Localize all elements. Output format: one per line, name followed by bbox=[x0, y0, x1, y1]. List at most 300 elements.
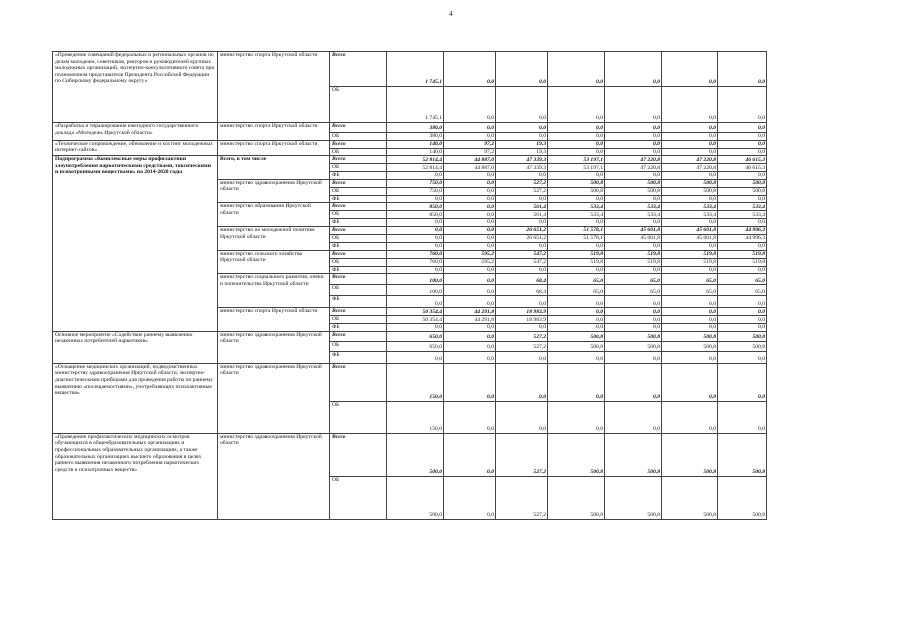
amount-cell: 0,0 bbox=[496, 324, 548, 332]
amount-cell: 0,0 bbox=[718, 133, 767, 141]
amount-cell: 519,8 bbox=[718, 250, 767, 258]
amount-cell: 0,0 bbox=[718, 87, 767, 123]
amount-cell: 0,0 bbox=[387, 226, 444, 234]
amount-cell: 1 745,1 bbox=[387, 52, 444, 87]
amount-cell: 45 601,8 bbox=[605, 226, 662, 234]
amount-cell: 0,0 bbox=[548, 242, 605, 250]
budget-table bbox=[52, 51, 767, 520]
amount-cell: 0,0 bbox=[548, 308, 605, 316]
amount-cell: 0,0 bbox=[496, 87, 548, 123]
amount-cell: 97,2 bbox=[444, 140, 496, 148]
amount-cell: 533,4 bbox=[718, 203, 767, 211]
amount-cell: 519,8 bbox=[548, 250, 605, 258]
amount-cell: 0,0 bbox=[605, 52, 662, 87]
amount-cell: 0,0 bbox=[662, 123, 718, 133]
amount-cell: 46 615,3 bbox=[718, 164, 767, 172]
amount-cell: 0,0 bbox=[605, 308, 662, 316]
amount-cell: 0,0 bbox=[387, 195, 444, 203]
event-name: «Проведение профилактических медицинских осмотров обучающихся в общеобразовательных организациях и профессиональных образовательных организациях, а также образовательных организациях высшего образования в целях раннего выявления незаконного потребления наркотических средств и психотропных веществ» bbox=[53, 433, 218, 519]
amount-cell: 527,2 bbox=[496, 179, 548, 187]
amount-cell: 0,0 bbox=[548, 401, 605, 433]
amount-cell: 0,0 bbox=[444, 52, 496, 87]
amount-cell: 500,0 bbox=[387, 433, 444, 476]
funding-source: Всего bbox=[330, 331, 387, 341]
amount-cell: 44 996,3 bbox=[718, 234, 767, 242]
table-row bbox=[53, 363, 767, 401]
funding-source: ФБ bbox=[330, 324, 387, 332]
responsible-executor: министерство образования Иркутской области bbox=[218, 203, 330, 227]
amount-cell: 500,8 bbox=[548, 476, 605, 519]
funding-source: ОБ bbox=[330, 87, 387, 123]
funding-source: Всего bbox=[330, 203, 387, 211]
amount-cell: 0,0 bbox=[605, 123, 662, 133]
responsible-executor: министерство по молодежной политике Иркутской области bbox=[218, 226, 330, 250]
event-name: «Проведение совещаний федеральных и региональных органов по делам молодежи, советников, ректоров и руководителей крупных молодежных организаций, экспертно-консультативного совета при полномочном представителе Президента Российской Федерации по Сибирскому федеральному округу» bbox=[53, 52, 218, 123]
amount-cell: 0,0 bbox=[605, 363, 662, 401]
responsible-executor: министерство спорта Иркутской области bbox=[218, 52, 330, 123]
amount-cell: 0,0 bbox=[444, 211, 496, 219]
amount-cell: 0,0 bbox=[548, 87, 605, 123]
amount-cell: 0,0 bbox=[662, 324, 718, 332]
amount-cell: 47 339,3 bbox=[496, 156, 548, 164]
amount-cell: 44 887,0 bbox=[444, 164, 496, 172]
amount-cell: 50 354,4 bbox=[387, 316, 444, 324]
funding-source: ОБ bbox=[330, 234, 387, 242]
amount-cell: 45 601,8 bbox=[662, 226, 718, 234]
amount-cell: 0,0 bbox=[496, 266, 548, 274]
funding-source: ОБ bbox=[330, 258, 387, 266]
amount-cell: 0,0 bbox=[444, 219, 496, 227]
funding-source: ОБ bbox=[330, 164, 387, 172]
amount-cell: 0,0 bbox=[548, 351, 605, 363]
amount-cell: 0,0 bbox=[444, 172, 496, 180]
amount-cell: 51 578,1 bbox=[548, 226, 605, 234]
amount-cell: 0,0 bbox=[605, 87, 662, 123]
amount-cell: 0,0 bbox=[496, 296, 548, 308]
amount-cell: 150,0 bbox=[387, 401, 444, 433]
amount-cell: 595,2 bbox=[444, 250, 496, 258]
amount-cell: 0,0 bbox=[548, 140, 605, 148]
amount-cell: 0,0 bbox=[662, 242, 718, 250]
amount-cell: 527,2 bbox=[496, 187, 548, 195]
amount-cell: 0,0 bbox=[662, 351, 718, 363]
amount-cell: 44 291,8 bbox=[444, 308, 496, 316]
amount-cell: 0,0 bbox=[496, 133, 548, 141]
amount-cell: 65,0 bbox=[605, 274, 662, 285]
amount-cell: 519,8 bbox=[662, 258, 718, 266]
amount-cell: 0,0 bbox=[605, 316, 662, 324]
amount-cell: 0,0 bbox=[605, 401, 662, 433]
amount-cell: 0,0 bbox=[662, 140, 718, 148]
responsible-executor: министерство спорта Иркутской области bbox=[218, 140, 330, 156]
amount-cell: 0,0 bbox=[605, 219, 662, 227]
amount-cell: 0,0 bbox=[718, 242, 767, 250]
amount-cell: 0,0 bbox=[444, 331, 496, 341]
amount-cell: 0,0 bbox=[548, 195, 605, 203]
amount-cell: 0,0 bbox=[444, 433, 496, 476]
funding-source: ФБ bbox=[330, 266, 387, 274]
amount-cell: 0,0 bbox=[387, 172, 444, 180]
amount-cell: 0,0 bbox=[496, 123, 548, 133]
amount-cell: 0,0 bbox=[605, 148, 662, 156]
amount-cell: 0,0 bbox=[605, 351, 662, 363]
funding-source: ФБ bbox=[330, 296, 387, 308]
amount-cell: 0,0 bbox=[548, 316, 605, 324]
amount-cell: 0,0 bbox=[548, 133, 605, 141]
amount-cell: 44 996,3 bbox=[718, 226, 767, 234]
amount-cell: 0,0 bbox=[444, 341, 496, 351]
amount-cell: 533,4 bbox=[548, 203, 605, 211]
amount-cell: 527,2 bbox=[496, 476, 548, 519]
amount-cell: 0,0 bbox=[718, 401, 767, 433]
amount-cell: 0,0 bbox=[662, 296, 718, 308]
amount-cell: 0,0 bbox=[605, 195, 662, 203]
amount-cell: 547,2 bbox=[496, 258, 548, 266]
amount-cell: 0,0 bbox=[548, 148, 605, 156]
responsible-executor: министерство здравоохранения Иркутской области bbox=[218, 433, 330, 519]
responsible-executor: министерство социального развития, опеки и попечительства Иркутской области bbox=[218, 274, 330, 308]
amount-cell: 650,0 bbox=[387, 341, 444, 351]
event-name: Подпрограмма «Комплексные меры профилактики злоупотребления наркотическими средствами, токсическими и психотропными веществами» на 2014-2020 годы bbox=[53, 156, 218, 332]
amount-cell: 0,0 bbox=[444, 266, 496, 274]
amount-cell: 500,8 bbox=[605, 179, 662, 187]
amount-cell: 519,8 bbox=[548, 258, 605, 266]
amount-cell: 47 339,3 bbox=[496, 164, 548, 172]
amount-cell: 533,4 bbox=[662, 203, 718, 211]
amount-cell: 0,0 bbox=[444, 226, 496, 234]
amount-cell: 533,4 bbox=[718, 211, 767, 219]
amount-cell: 0,0 bbox=[718, 195, 767, 203]
amount-cell: 0,0 bbox=[662, 266, 718, 274]
amount-cell: 0,0 bbox=[548, 363, 605, 401]
amount-cell: 0,0 bbox=[718, 140, 767, 148]
amount-cell: 47 220,8 bbox=[662, 156, 718, 164]
funding-source: ФБ bbox=[330, 351, 387, 363]
amount-cell: 52 814,4 bbox=[387, 164, 444, 172]
table-row bbox=[53, 156, 767, 164]
amount-cell: 65,0 bbox=[605, 285, 662, 296]
amount-cell: 500,8 bbox=[718, 179, 767, 187]
amount-cell: 0,0 bbox=[387, 219, 444, 227]
amount-cell: 68,4 bbox=[496, 285, 548, 296]
amount-cell: 0,0 bbox=[548, 296, 605, 308]
amount-cell: 0,0 bbox=[718, 219, 767, 227]
amount-cell: 0,0 bbox=[718, 52, 767, 87]
amount-cell: 0,0 bbox=[444, 133, 496, 141]
amount-cell: 500,8 bbox=[605, 331, 662, 341]
funding-source: Всего bbox=[330, 179, 387, 187]
amount-cell: 0,0 bbox=[444, 401, 496, 433]
amount-cell: 0,0 bbox=[444, 123, 496, 133]
amount-cell: 140,0 bbox=[387, 148, 444, 156]
funding-source: ФБ bbox=[330, 242, 387, 250]
amount-cell: 0,0 bbox=[444, 234, 496, 242]
amount-cell: 52 814,4 bbox=[387, 156, 444, 164]
amount-cell: 527,2 bbox=[496, 341, 548, 351]
amount-cell: 527,2 bbox=[496, 433, 548, 476]
amount-cell: 500,8 bbox=[548, 341, 605, 351]
amount-cell: 0,0 bbox=[605, 133, 662, 141]
table-row bbox=[53, 331, 767, 341]
responsible-executor: министерство сельского хозяйства Иркутской области bbox=[218, 250, 330, 274]
amount-cell: 0,0 bbox=[548, 123, 605, 133]
amount-cell: 100,0 bbox=[387, 274, 444, 285]
amount-cell: 65,0 bbox=[548, 274, 605, 285]
amount-cell: 519,8 bbox=[662, 250, 718, 258]
event-name: «Оснащение медицинских организаций, подведомственных министерству здравоохранения Иркутской области, экспертно-диагностическими приборами для проведения работы по раннему выявлению «посещаемостиями», употребляющих психоактивные вещества» bbox=[53, 363, 218, 433]
amount-cell: 0,0 bbox=[444, 195, 496, 203]
amount-cell: 0,0 bbox=[662, 195, 718, 203]
funding-source: ОБ bbox=[330, 187, 387, 195]
amount-cell: 0,0 bbox=[662, 133, 718, 141]
amount-cell: 500,8 bbox=[718, 331, 767, 341]
table-row bbox=[53, 52, 767, 87]
amount-cell: 0,0 bbox=[662, 87, 718, 123]
amount-cell: 0,0 bbox=[444, 87, 496, 123]
amount-cell: 533,4 bbox=[548, 211, 605, 219]
amount-cell: 500,8 bbox=[605, 476, 662, 519]
amount-cell: 47 220,8 bbox=[605, 156, 662, 164]
amount-cell: 850,0 bbox=[387, 211, 444, 219]
amount-cell: 65,0 bbox=[718, 274, 767, 285]
amount-cell: 380,0 bbox=[387, 133, 444, 141]
amount-cell: 500,8 bbox=[605, 341, 662, 351]
funding-source: ФБ bbox=[330, 172, 387, 180]
funding-source: ОБ bbox=[330, 316, 387, 324]
amount-cell: 100,0 bbox=[387, 285, 444, 296]
amount-cell: 0,0 bbox=[605, 172, 662, 180]
amount-cell: 0,0 bbox=[387, 351, 444, 363]
funding-source: ОБ bbox=[330, 476, 387, 519]
amount-cell: 68,4 bbox=[496, 274, 548, 285]
funding-source: ФБ bbox=[330, 219, 387, 227]
amount-cell: 0,0 bbox=[444, 274, 496, 285]
amount-cell: 0,0 bbox=[444, 203, 496, 211]
amount-cell: 45 601,8 bbox=[605, 234, 662, 242]
funding-source: Всего bbox=[330, 274, 387, 285]
amount-cell: 0,0 bbox=[496, 401, 548, 433]
amount-cell: 500,8 bbox=[662, 187, 718, 195]
funding-source: Всего bbox=[330, 123, 387, 133]
amount-cell: 850,0 bbox=[387, 203, 444, 211]
amount-cell: 26 651,2 bbox=[496, 226, 548, 234]
amount-cell: 500,8 bbox=[718, 433, 767, 476]
amount-cell: 500,8 bbox=[662, 433, 718, 476]
amount-cell: 519,8 bbox=[605, 258, 662, 266]
funding-source: ОБ bbox=[330, 285, 387, 296]
amount-cell: 0,0 bbox=[718, 148, 767, 156]
amount-cell: 0,0 bbox=[605, 296, 662, 308]
amount-cell: 44 887,0 bbox=[444, 156, 496, 164]
responsible-executor: министерство здравоохранения Иркутской области bbox=[218, 363, 330, 433]
funding-source: ОБ bbox=[330, 133, 387, 141]
amount-cell: 0,0 bbox=[718, 123, 767, 133]
funding-source: ОБ bbox=[330, 211, 387, 219]
amount-cell: 750,0 bbox=[387, 179, 444, 187]
amount-cell: 0,0 bbox=[718, 316, 767, 324]
amount-cell: 18 983,9 bbox=[496, 316, 548, 324]
amount-cell: 0,0 bbox=[662, 52, 718, 87]
amount-cell: 0,0 bbox=[444, 179, 496, 187]
amount-cell: 19,3 bbox=[496, 140, 548, 148]
amount-cell: 650,0 bbox=[387, 331, 444, 341]
funding-source: ОБ bbox=[330, 148, 387, 156]
amount-cell: 561,4 bbox=[496, 211, 548, 219]
amount-cell: 0,0 bbox=[548, 52, 605, 87]
amount-cell: 0,0 bbox=[605, 324, 662, 332]
responsible-executor: министерство спорта Иркутской области bbox=[218, 308, 330, 332]
funding-source: ОБ bbox=[330, 401, 387, 433]
table-row bbox=[53, 123, 767, 133]
amount-cell: 500,8 bbox=[662, 331, 718, 341]
responsible-executor: министерство здравоохранения Иркутской области bbox=[218, 331, 330, 363]
amount-cell: 0,0 bbox=[662, 148, 718, 156]
amount-cell: 0,0 bbox=[662, 219, 718, 227]
amount-cell: 0,0 bbox=[718, 266, 767, 274]
amount-cell: 47 220,8 bbox=[605, 164, 662, 172]
amount-cell: 26 651,2 bbox=[496, 234, 548, 242]
amount-cell: 50 354,4 bbox=[387, 308, 444, 316]
amount-cell: 500,8 bbox=[548, 331, 605, 341]
amount-cell: 0,0 bbox=[718, 351, 767, 363]
amount-cell: 0,0 bbox=[444, 285, 496, 296]
amount-cell: 519,8 bbox=[718, 258, 767, 266]
amount-cell: 0,0 bbox=[496, 195, 548, 203]
amount-cell: 65,0 bbox=[718, 285, 767, 296]
amount-cell: 0,0 bbox=[605, 140, 662, 148]
responsible-executor: Всего, в том числе bbox=[218, 156, 330, 180]
amount-cell: 0,0 bbox=[718, 324, 767, 332]
amount-cell: 140,0 bbox=[387, 140, 444, 148]
table-row bbox=[53, 433, 767, 476]
amount-cell: 0,0 bbox=[444, 476, 496, 519]
amount-cell: 0,0 bbox=[548, 266, 605, 274]
amount-cell: 760,0 bbox=[387, 250, 444, 258]
amount-cell: 0,0 bbox=[387, 324, 444, 332]
amount-cell: 0,0 bbox=[605, 242, 662, 250]
amount-cell: 0,0 bbox=[496, 52, 548, 87]
event-name: «Техническое сопровождение, обновление и хостинг молодежных интернет-сайтов» bbox=[53, 140, 218, 156]
responsible-executor: министерство здравоохранения Иркутской области bbox=[218, 179, 330, 203]
amount-cell: 500,8 bbox=[548, 433, 605, 476]
amount-cell: 53 197,1 bbox=[548, 156, 605, 164]
amount-cell: 51 578,1 bbox=[548, 234, 605, 242]
amount-cell: 519,8 bbox=[605, 250, 662, 258]
amount-cell: 500,8 bbox=[718, 187, 767, 195]
amount-cell: 500,0 bbox=[387, 476, 444, 519]
amount-cell: 0,0 bbox=[496, 219, 548, 227]
amount-cell: 0,0 bbox=[662, 316, 718, 324]
amount-cell: 0,0 bbox=[387, 266, 444, 274]
amount-cell: 0,0 bbox=[444, 363, 496, 401]
amount-cell: 19,3 bbox=[496, 148, 548, 156]
amount-cell: 500,8 bbox=[605, 433, 662, 476]
table-row bbox=[53, 140, 767, 148]
funding-source: Всего bbox=[330, 250, 387, 258]
amount-cell: 1 745,1 bbox=[387, 87, 444, 123]
amount-cell: 500,8 bbox=[718, 341, 767, 351]
funding-source: Всего bbox=[330, 140, 387, 148]
amount-cell: 533,4 bbox=[605, 203, 662, 211]
funding-source: Всего bbox=[330, 52, 387, 87]
amount-cell: 0,0 bbox=[718, 308, 767, 316]
funding-source: ФБ bbox=[330, 195, 387, 203]
funding-source: Всего bbox=[330, 156, 387, 164]
amount-cell: 533,4 bbox=[605, 211, 662, 219]
amount-cell: 547,2 bbox=[496, 250, 548, 258]
event-name: Основное мероприятие «Содействие раннему выявлению незаконных потребителей наркотиков» bbox=[53, 331, 218, 363]
amount-cell: 44 291,8 bbox=[444, 316, 496, 324]
amount-cell: 500,8 bbox=[662, 341, 718, 351]
amount-cell: 380,0 bbox=[387, 123, 444, 133]
amount-cell: 65,0 bbox=[662, 274, 718, 285]
amount-cell: 0,0 bbox=[496, 242, 548, 250]
funding-source: Всего bbox=[330, 308, 387, 316]
amount-cell: 0,0 bbox=[387, 296, 444, 308]
amount-cell: 0,0 bbox=[444, 351, 496, 363]
amount-cell: 0,0 bbox=[548, 172, 605, 180]
amount-cell: 0,0 bbox=[548, 219, 605, 227]
amount-cell: 500,8 bbox=[548, 187, 605, 195]
amount-cell: 0,0 bbox=[662, 172, 718, 180]
amount-cell: 0,0 bbox=[496, 351, 548, 363]
amount-cell: 0,0 bbox=[718, 296, 767, 308]
amount-cell: 65,0 bbox=[662, 285, 718, 296]
page-number: 4 bbox=[449, 10, 453, 18]
amount-cell: 65,0 bbox=[548, 285, 605, 296]
funding-source: Всего bbox=[330, 363, 387, 401]
amount-cell: 0,0 bbox=[496, 363, 548, 401]
amount-cell: 0,0 bbox=[718, 172, 767, 180]
amount-cell: 500,8 bbox=[548, 179, 605, 187]
amount-cell: 500,8 bbox=[662, 476, 718, 519]
amount-cell: 0,0 bbox=[387, 242, 444, 250]
amount-cell: 595,2 bbox=[444, 258, 496, 266]
amount-cell: 561,4 bbox=[496, 203, 548, 211]
amount-cell: 0,0 bbox=[548, 324, 605, 332]
amount-cell: 46 615,3 bbox=[718, 156, 767, 164]
amount-cell: 0,0 bbox=[605, 266, 662, 274]
amount-cell: 0,0 bbox=[444, 242, 496, 250]
amount-cell: 527,2 bbox=[496, 331, 548, 341]
funding-source: ОБ bbox=[330, 341, 387, 351]
amount-cell: 18 983,9 bbox=[496, 308, 548, 316]
funding-source: Всего bbox=[330, 226, 387, 234]
amount-cell: 47 220,8 bbox=[662, 164, 718, 172]
amount-cell: 500,8 bbox=[605, 187, 662, 195]
amount-cell: 0,0 bbox=[662, 308, 718, 316]
amount-cell: 500,8 bbox=[718, 476, 767, 519]
event-name: «Разработка и тиражирование ежегодного государственного доклада «Молодежь Иркутской области» bbox=[53, 123, 218, 141]
amount-cell: 0,0 bbox=[662, 401, 718, 433]
responsible-executor: министерство спорта Иркутской области bbox=[218, 123, 330, 141]
amount-cell: 0,0 bbox=[444, 296, 496, 308]
amount-cell: 0,0 bbox=[387, 234, 444, 242]
amount-cell: 0,0 bbox=[662, 363, 718, 401]
amount-cell: 0,0 bbox=[718, 363, 767, 401]
amount-cell: 0,0 bbox=[444, 324, 496, 332]
amount-cell: 150,0 bbox=[387, 363, 444, 401]
amount-cell: 0,0 bbox=[444, 187, 496, 195]
amount-cell: 750,0 bbox=[387, 187, 444, 195]
amount-cell: 533,4 bbox=[662, 211, 718, 219]
amount-cell: 760,0 bbox=[387, 258, 444, 266]
amount-cell: 500,8 bbox=[662, 179, 718, 187]
amount-cell: 97,2 bbox=[444, 148, 496, 156]
amount-cell: 0,0 bbox=[496, 172, 548, 180]
funding-source: Всего bbox=[330, 433, 387, 476]
amount-cell: 45 601,8 bbox=[662, 234, 718, 242]
